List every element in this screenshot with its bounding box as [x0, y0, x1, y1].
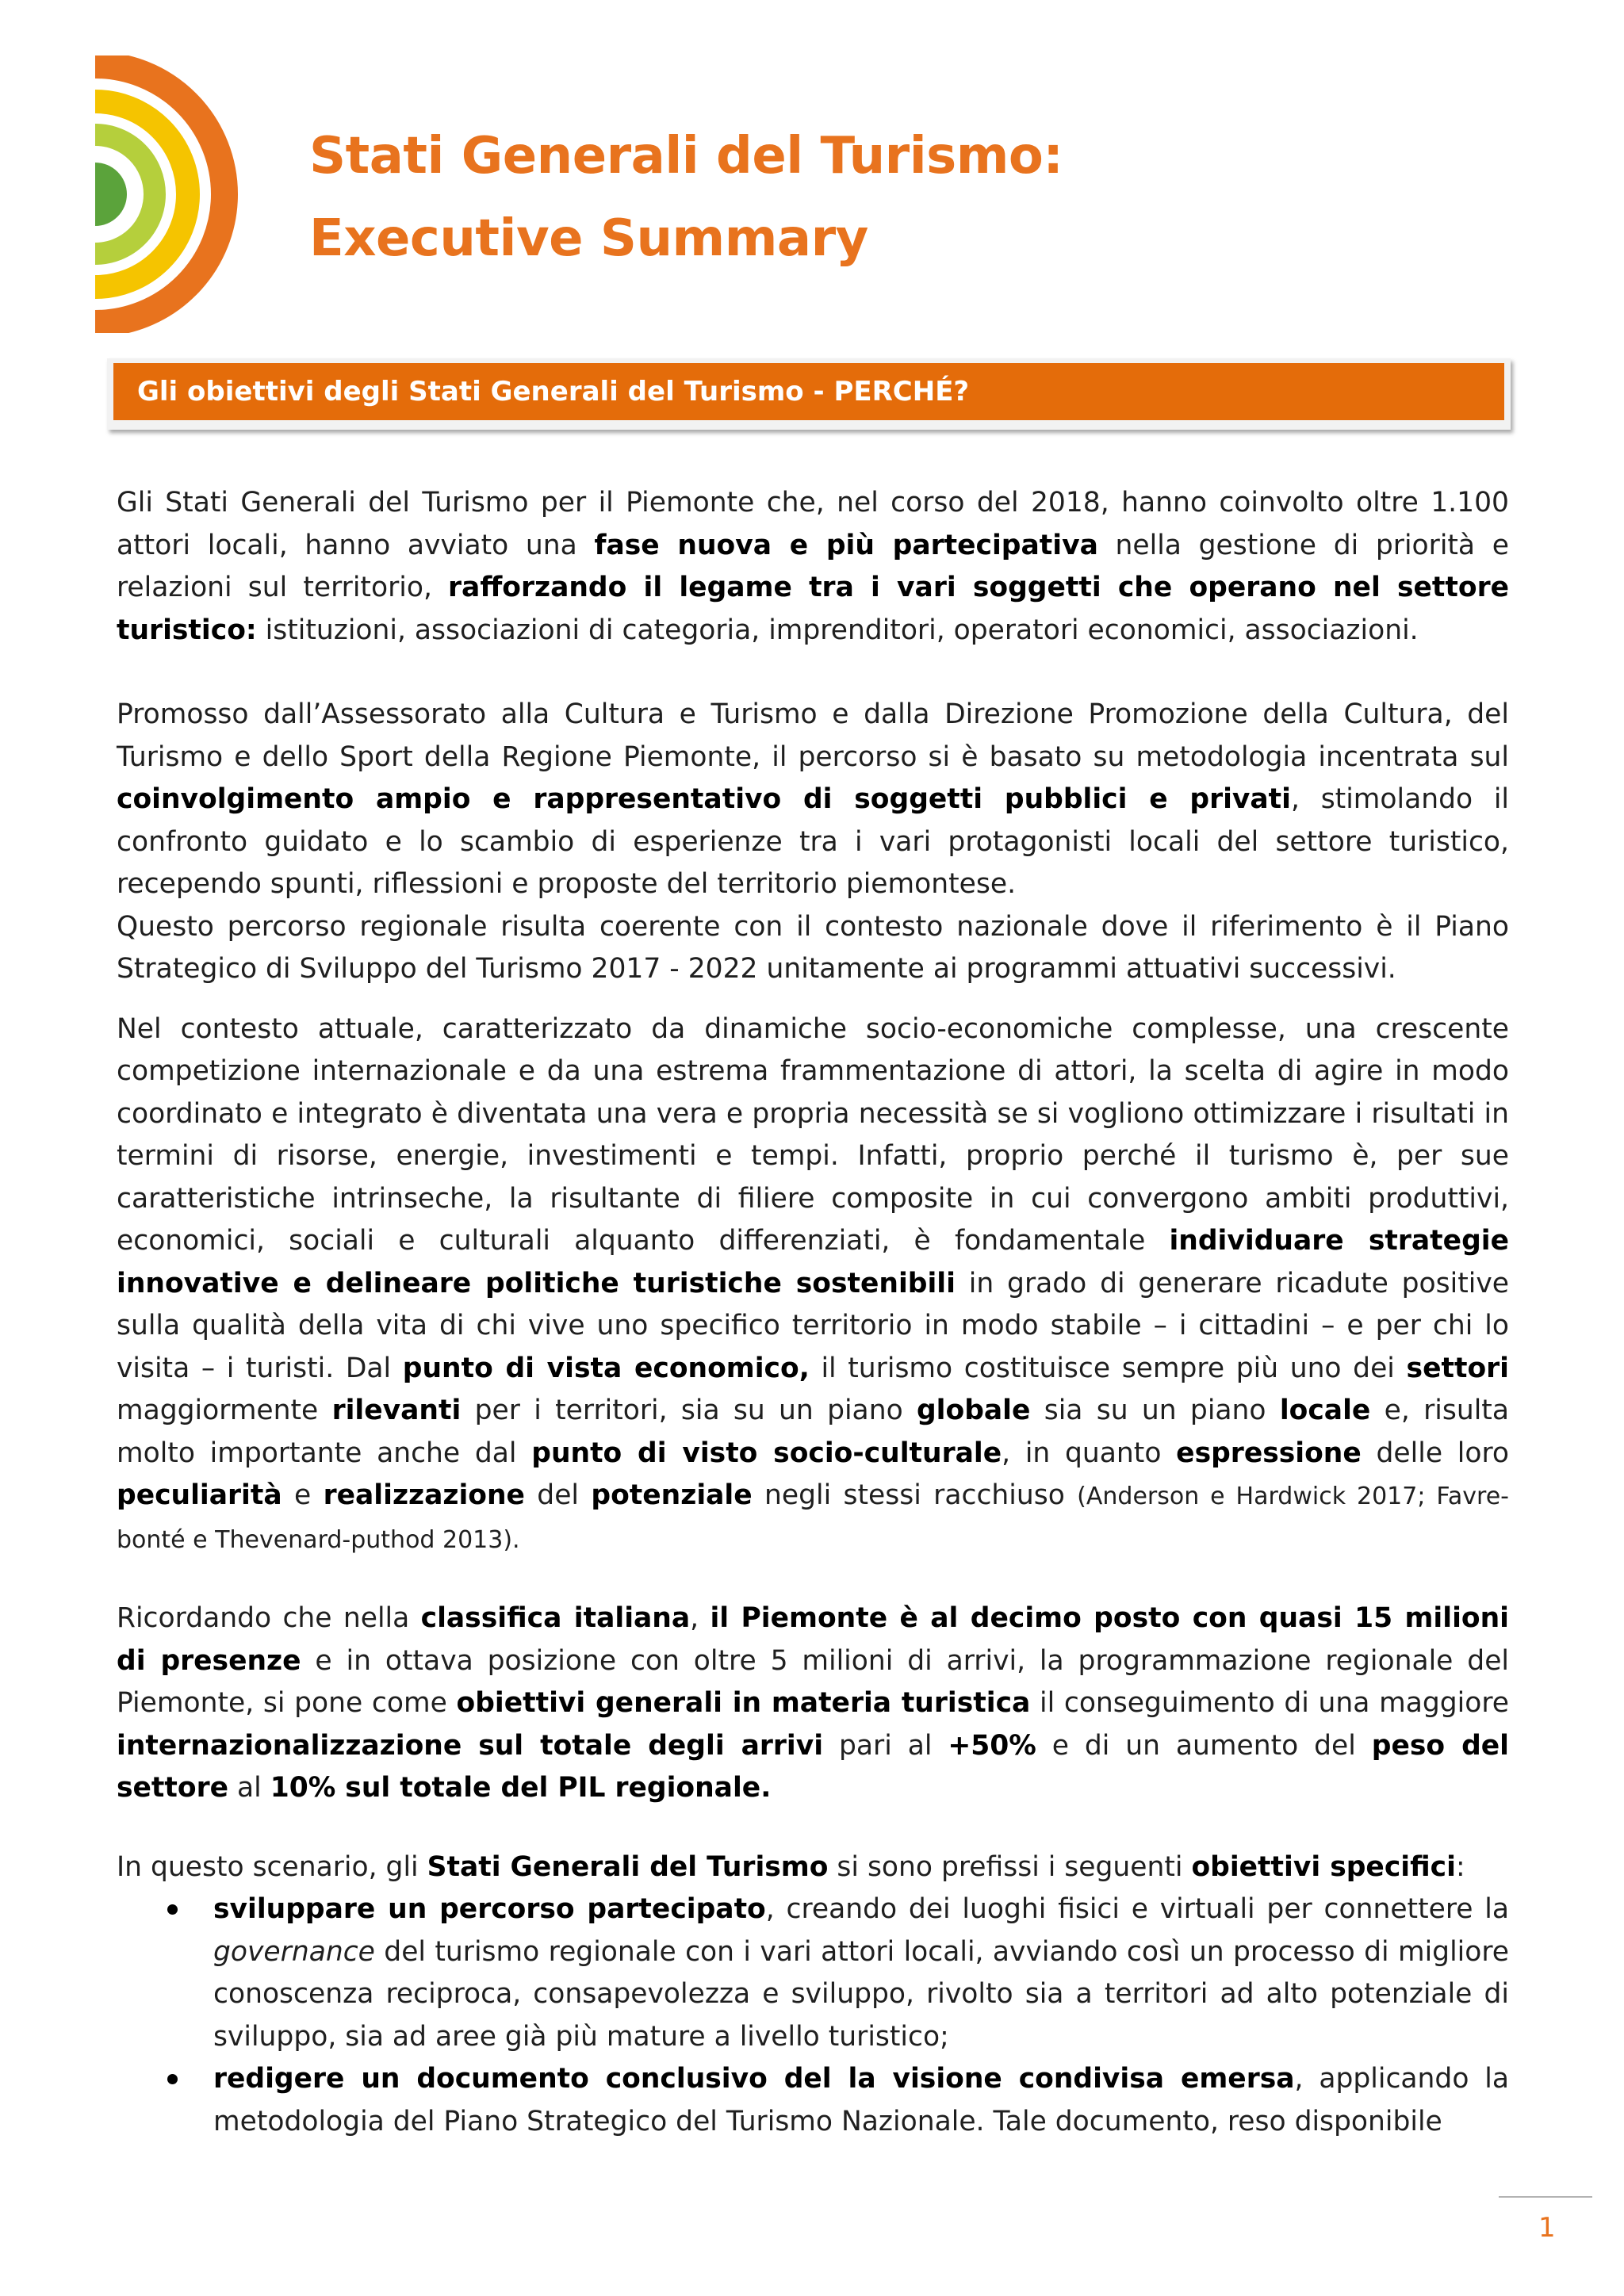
footer-rule	[1499, 2196, 1592, 2198]
text-run: e	[282, 1479, 324, 1511]
bold-text: espressione	[1176, 1437, 1362, 1469]
text-run: del	[524, 1479, 592, 1511]
text-run: sia su un piano	[1030, 1395, 1280, 1426]
citation: (Anderson e Hardwick 2017; Favre-bonté e Thevenard-puthod 2013).	[117, 1483, 1509, 1554]
bold-text: peso del settore	[117, 1729, 1509, 1804]
paragraph-5	[117, 1598, 1509, 1810]
bold-text: il Piemonte è al decimo posto con quasi 15 milioni di presenze	[117, 1602, 1509, 1677]
bold-text: internazionalizzazione sul totale degli arrivi	[117, 1729, 824, 1762]
bold-text: settori	[1406, 1352, 1509, 1384]
text-run: maggiormente	[117, 1395, 332, 1426]
text-run: Ricordando che nella	[117, 1602, 421, 1634]
title-line-1: Stati Generali del Turismo:	[309, 127, 1063, 186]
text-run: e, risulta molto importante anche dal	[117, 1395, 1509, 1469]
text-run: in grado di generare ricadute positive sulla qualità della vita di chi vive uno specifico territorio in modo stabile – i cittadini – e per chi lo visita – i turisti. Dal	[117, 1267, 1509, 1384]
bold-text: individuare strategie innovative e delineare politiche turistiche sostenibili	[117, 1225, 1509, 1299]
text-run: ,	[690, 1602, 710, 1634]
bold-text: Stati Generali del Turismo	[427, 1850, 829, 1883]
text-run: :	[1455, 1850, 1465, 1883]
section-banner	[107, 358, 1511, 430]
paragraph-6	[117, 1846, 1509, 1889]
list-item	[117, 1888, 1509, 2058]
text-run: Nel contesto attuale, caratterizzato da dinamiche socio-economiche complesse, una crescente competizione internazionale e da una estrema frammentazione di attori, la scelta di agire in modo coordinato e integrato è diventata una vera e propria necessità se si vogliono ottimizzare i risultati in termini di risorse, energie, investimenti e tempi. Infatti, proprio perché il turismo è, per sue caratteristiche intrinseche, la risultante di filiere composite in cui convergono ambiti produttivi, economici, sociali e culturali alquanto differenziati, è fondamentale	[117, 1012, 1509, 1257]
paragraph-2	[117, 694, 1509, 906]
list-item	[117, 2058, 1509, 2143]
list-item-text	[213, 1893, 1509, 2053]
text-run: il conseguimento di una maggiore	[1030, 1687, 1509, 1719]
list-item-text	[213, 2063, 1509, 2137]
bold-text: realizzazione	[323, 1479, 525, 1511]
text-run: Gli Stati Generali del Turismo per il Piemonte che, nel corso del 2018, hanno coinvolto oltre 1.100 attori locali, hanno avviato una	[117, 487, 1509, 561]
text-run: , applicando la metodologia del Piano Strategico del Turismo Nazionale. Tale documento, reso disponibile	[213, 2063, 1509, 2137]
logo-disc-green	[95, 163, 127, 226]
bold-text: punto di vista economico,	[402, 1352, 810, 1384]
bold-text: coinvolgimento ampio e rappresentativo di soggetti pubblici e privati	[117, 783, 1292, 815]
text-run: delle loro	[1361, 1437, 1510, 1469]
bold-text: 10% sul totale del PIL regionale.	[270, 1772, 772, 1804]
bold-text: punto di visto socio-culturale	[531, 1437, 1002, 1469]
bold-text: obiettivi generali in materia turistica	[456, 1687, 1031, 1719]
bold-text: obiettivi specifici	[1191, 1850, 1456, 1883]
objectives-list	[117, 1888, 1509, 2143]
text-run: Questo percorso regionale risulta coerente con il contesto nazionale dove il riferimento è il Piano Strategico di Sviluppo del Turismo 2017 - 2022 unitamente ai programmi attuativi successivi.	[117, 910, 1509, 985]
text-run: istituzioni, associazioni di categoria, imprenditori, operatori economici, associazioni.	[256, 614, 1419, 646]
italic-text: governance	[213, 1935, 375, 1968]
text-run: In questo scenario, gli	[117, 1850, 427, 1883]
bold-text: rilevanti	[331, 1395, 462, 1426]
document-body	[117, 482, 1509, 2143]
text-run: del turismo regionale con i vari attori locali, avviando così un processo di migliore conoscenza reciproca, consapevolezza e sviluppo, rivolto sia a territori ad alto potenziale di sviluppo, sia ad aree già più mature a livello turistico;	[213, 1935, 1509, 2053]
bold-text: fase nuova e più partecipativa	[594, 529, 1098, 561]
text-run: al	[228, 1772, 270, 1804]
bold-text: redigere un documento conclusivo del la visione condivisa emersa	[213, 2063, 1295, 2095]
bold-text: potenziale	[591, 1479, 753, 1511]
text-run: negli stessi racchiuso	[752, 1479, 1078, 1511]
bold-text: peculiarità	[117, 1479, 282, 1511]
bullet-icon	[167, 2074, 178, 2084]
bullet-icon	[167, 1904, 178, 1915]
title-line-2: Executive Summary	[309, 209, 868, 268]
text-run: , stimolando il confronto guidato e lo scambio di esperienze tra i vari protagonisti locali del settore turistico, recependo spunti, riflessioni e proposte del territorio piemontese.	[117, 783, 1509, 900]
bold-text: locale	[1279, 1395, 1371, 1426]
bold-text: rafforzando il legame tra i vari soggetti che operano nel settore turistico:	[117, 572, 1509, 646]
text-run: pari al	[823, 1729, 948, 1762]
document-title	[309, 115, 1063, 280]
paragraph-4	[117, 1008, 1509, 1562]
paragraph-1	[117, 482, 1509, 652]
text-run: nella gestione di priorità e relazioni sul territorio,	[117, 529, 1509, 603]
bold-text: globale	[916, 1395, 1031, 1426]
text-run: si sono prefissi i seguenti	[828, 1850, 1192, 1883]
page-number: 1	[1538, 2212, 1556, 2244]
section-heading: Gli obiettivi degli Stati Generali del Turismo - PERCHÉ?	[113, 363, 1504, 420]
bold-text: sviluppare un percorso partecipato	[213, 1893, 766, 1925]
bold-text: classifica italiana	[420, 1602, 691, 1634]
text-run: per i territori, sia su un piano	[461, 1395, 917, 1426]
text-run: e di un aumento del	[1036, 1729, 1372, 1762]
logo-arcs	[95, 55, 301, 333]
bold-text: +50%	[948, 1729, 1036, 1762]
text-run: , creando dei luoghi fisici e virtuali per connettere la	[765, 1893, 1509, 1925]
text-run: il turismo costituisce sempre più uno dei	[809, 1352, 1407, 1384]
paragraph-3	[117, 906, 1509, 991]
text-run: , in quanto	[1002, 1437, 1177, 1469]
text-run: e in ottava posizione con oltre 5 milioni di arrivi, la programmazione regionale del Piemonte, si pone come	[117, 1644, 1510, 1719]
text-run: Promosso dall’Assessorato alla Cultura e Turismo e dalla Direzione Promozione della Cultura, del Turismo e dello Sport della Regione Piemonte, il percorso si è basato su metodologia incentrata sul	[117, 698, 1509, 773]
